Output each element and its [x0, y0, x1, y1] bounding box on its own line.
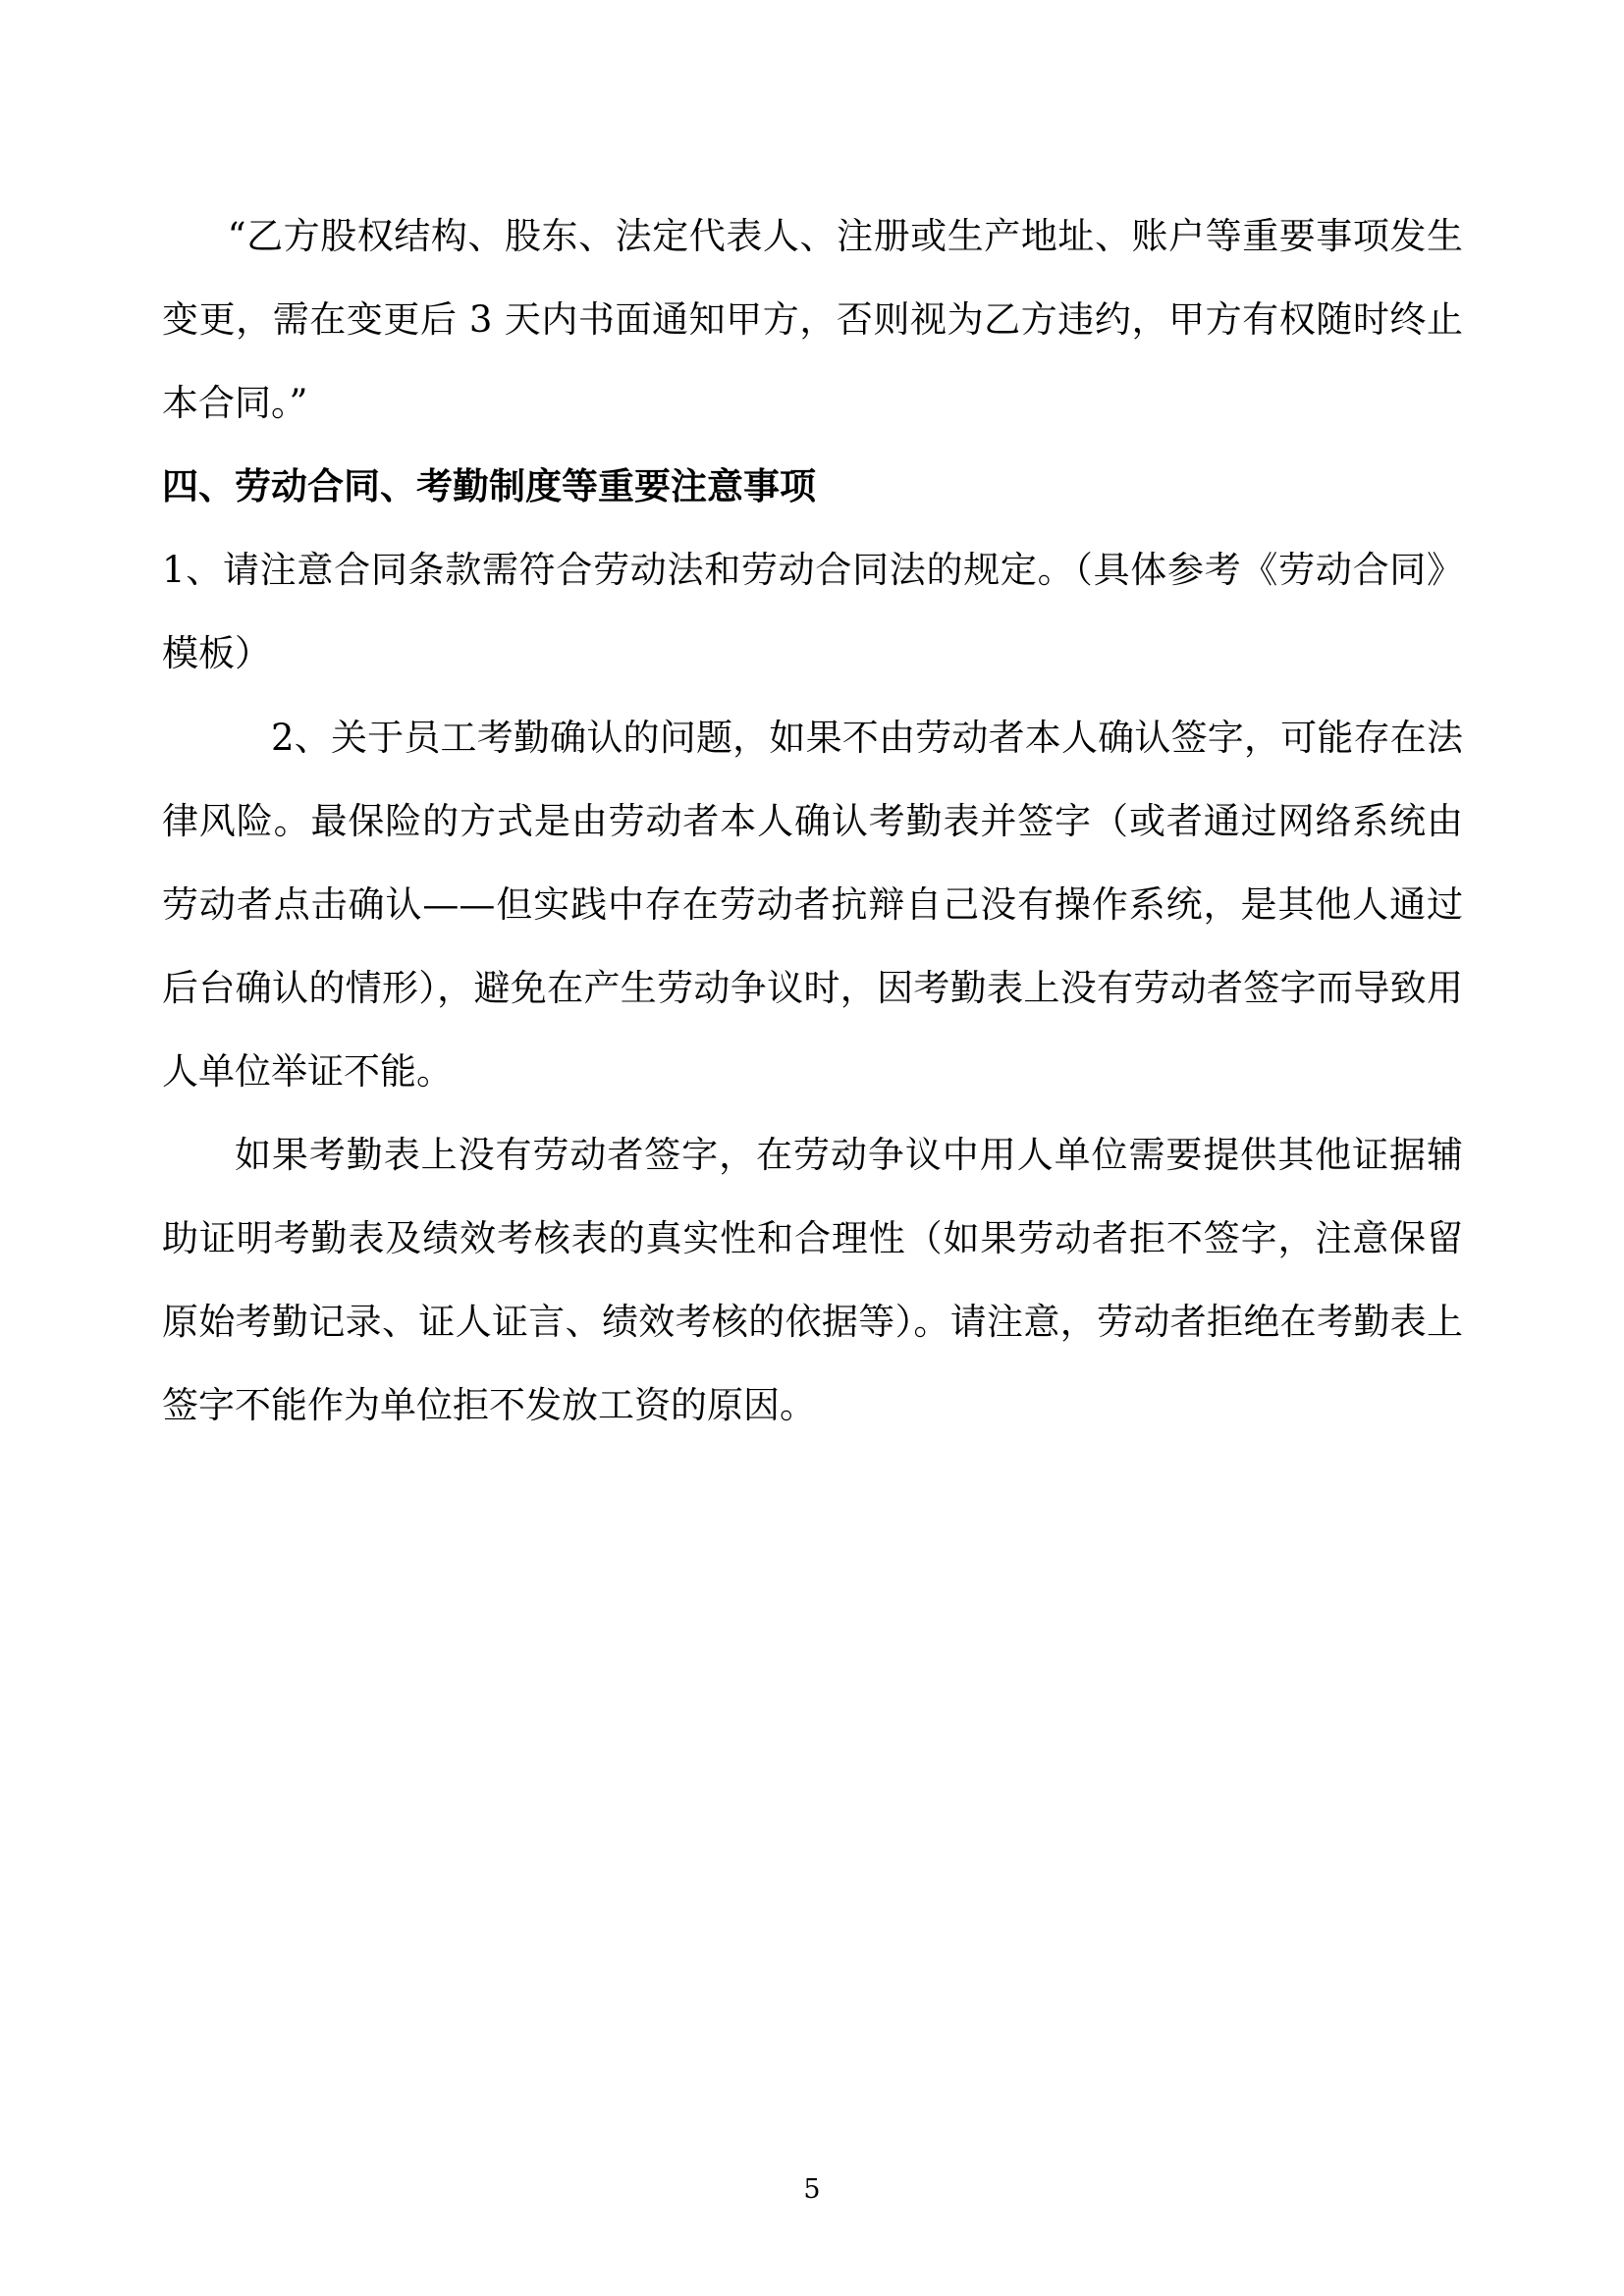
- note-item-1: 1、请注意合同条款需符合劳动法和劳动合同法的规定。（具体参考《劳动合同》模板）: [162, 549, 1463, 675]
- evidence-paragraph: 如果考勤表上没有劳动者签字，在劳动争议中用人单位需要提供其他证据辅助证明考勤表及绩效考核表的真实性和合理性（如果劳动者拒不签字，注意保留原始考勤记录、证人证言、绩效考核的依据等）。请注意，劳动者拒绝在考勤表上签字不能作为单位拒不发放工资的原因。: [162, 1134, 1463, 1427]
- page-number: 5: [803, 2174, 821, 2205]
- quoted-contract-clause: “乙方股权结构、股东、法定代表人、注册或生产地址、账户等重要事项发生变更，需在变更后 3 天内书面通知甲方，否则视为乙方违约，甲方有权随时终止本合同。”: [162, 215, 1463, 425]
- section-heading: 四、劳动合同、考勤制度等重要注意事项: [162, 464, 816, 508]
- note-item-2: 2、关于员工考勤确认的问题，如果不由劳动者本人确认签字，可能存在法律风险。最保险的方式是由劳动者本人确认考勤表并签字（或者通过网络系统由劳动者点击确认——但实践中存在劳动者抗辩自己没有操作系统，是其他人通过后台确认的情形），避免在产生劳动争议时，因考勤表上没有劳动者签字而导致用人单位举证不能。: [162, 716, 1463, 1093]
